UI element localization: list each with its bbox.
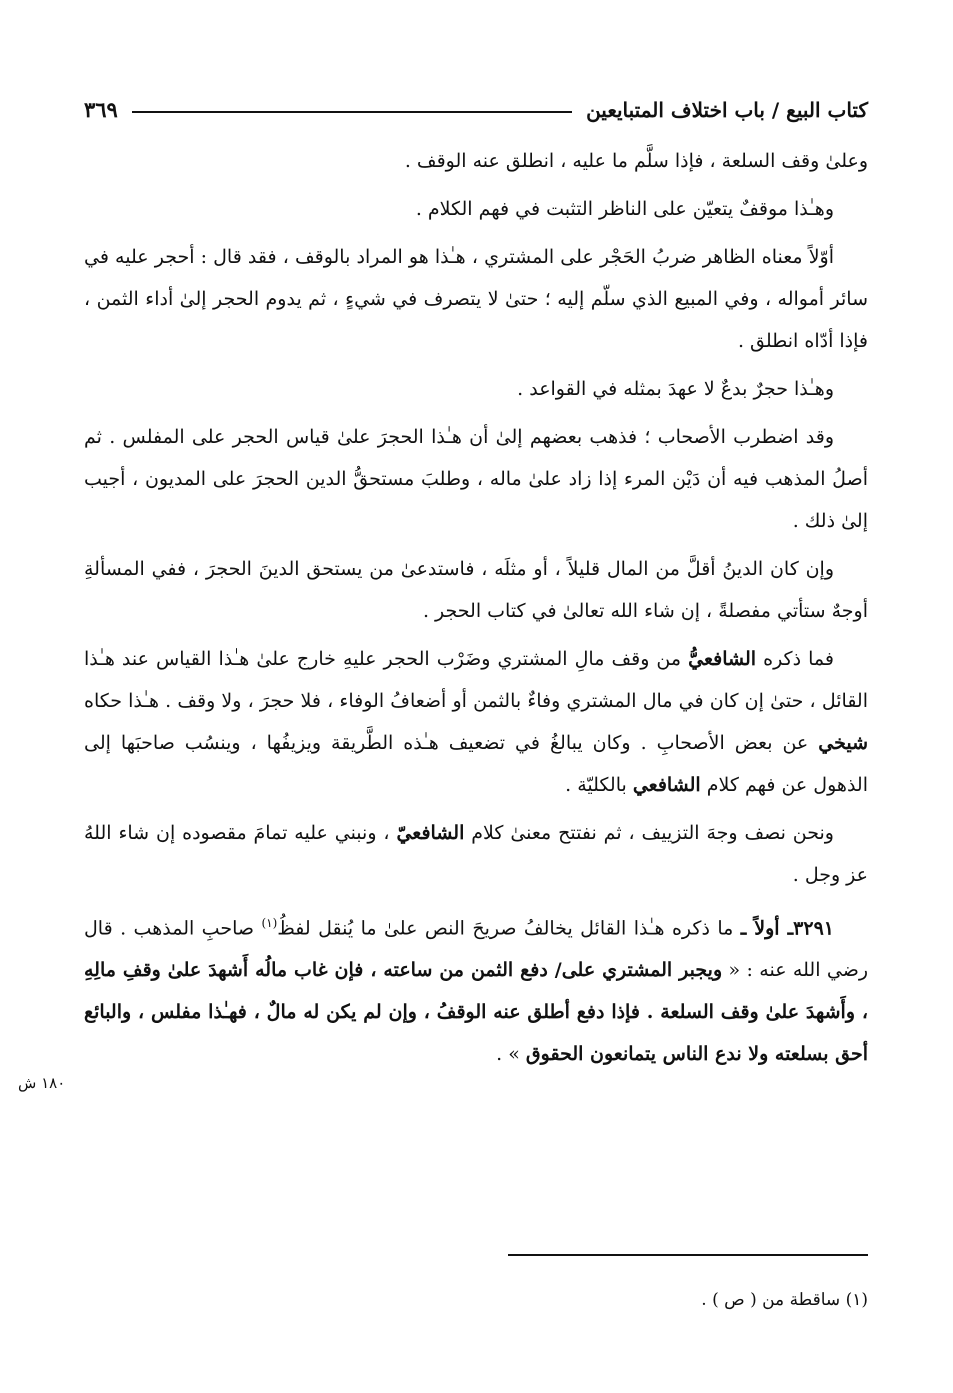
name-shaykhi: شيخي [818, 732, 868, 754]
name-shafii: الشافعيّ [396, 822, 465, 844]
name-shafii: الشافعي [632, 774, 701, 796]
paragraph-4: وهـٰذا حجرٌ بدعٌ لا عهدَ بمثله في القواعد . [517, 378, 834, 400]
name-shafii: الشافعيُّ [688, 648, 757, 670]
section-lead: أولاً ـ [740, 917, 788, 940]
paragraph-8: ونحن نصف وجهَ التزييف ، ثم نفتتح معنىٰ كلام الشافعيّ ، ونبني عليه تمامَ مقصوده إن شاء اللهُ عز وجل . [84, 822, 868, 886]
paragraph-9: ٣٢٩١ـ أولاً ـ ما ذكره هـٰذا القائل يخالفُ صريحَ النص علىٰ ما يُنقل لفظُ$^{(١)}$ صاحبِ المذهب . قال رضي الله عنه : « ويجبر المشتري على/ دفع الثمن من ساعته ، فإن غاب مالُه أَشهدَ علىٰ وقفِ مالِهِ ، وأَشهدَ علىٰ وقف السلعة . فإذا دفع أطلق عنه الوقفُ ، وإن لم يكن له مالٌ ، فهـٰذا مفلس ، والبائع أحق بسلعته ولا ندع الناس يتمانعون الحقوق » . [84, 916, 869, 1066]
paragraph-5: وقد اضطرب الأصحاب ؛ فذهب بعضهم إلىٰ أن هـٰذا الحجرَ علىٰ قياس الحجر على المفلس . ثم أصلُ المذهب فيه أن دَيْن المرء إذا زاد علىٰ ماله ، وطلبَ مستحقُّ الدين الحجرَ على المديون ، أجيب إلىٰ ذلك . [84, 426, 868, 532]
paragraph-6: وإن كان الدينُ أقلَّ من المال قليلاً ، أو مثلَه ، فاستدعىٰ من يستحق الدينَ الحجرَ ، ففي المسألةِ أوجهٌ ستأتي مفصلةً ، إن شاء الله تعالىٰ في كتاب الحجر . [84, 558, 868, 622]
paragraph-3: أوّلاً معناه الظاهر ضربُ الحَجْر على المشتري ، هـٰذا هو المراد بالوقف ، فقد قال : أحجر عليه في سائر أمواله ، وفي المبيع الذي سلّم إليه ؛ حتىٰ لا يتصرف في شيءٍ ، ثم يدوم الحجر إلىٰ أداء الثمن ، فإذا أدّاه انطلق . [84, 246, 868, 352]
page-number: ٣٦٩ [84, 97, 118, 122]
running-title: كتاب البيع / باب اختلاف المتبايعين [586, 98, 868, 122]
paragraph-1: وعلىٰ وقف السلعة ، فإذا سلَّم ما عليه ، انطلق عنه الوقف . [404, 150, 868, 172]
section-number: ٣٢٩١ـ [787, 917, 834, 940]
page-header [84, 82, 868, 122]
paragraph-2: وهـٰذا موقفٌ يتعيّن على الناظر التثبت في فهم الكلام . [415, 198, 834, 220]
footnote-rule [508, 1254, 868, 1256]
paragraph-7: فما ذكره الشافعيُّ من وقف مالِ المشتري وضَرْب الحجر عليهِ خارج علىٰ هـٰذا القياس عند هـٰذا القائل ، حتىٰ إن كان في مال المشتري وفاءٌ بالثمن أو أضعافُ الوفاء ، فلا حجرَ ، ولا وقف . هـٰذا حكاه شيخي عن بعض الأصحابِ . وكان يبالغُ في تضعيف هـٰذه الطَّريقة ويزيفُها ، وينسُب صاحبَها إلى الذهول عن فهم كلام الشافعي بالكليّة . [84, 648, 868, 796]
quoted-text: ويجبر المشتري على/ دفع الثمن من ساعته ، فإن غاب مالُه أَشهدَ علىٰ وقفِ مالِهِ ، وأَشهدَ علىٰ وقف السلعة . فإذا دفع أطلق عنه الوقفُ ، وإن لم يكن له مالٌ ، فهـٰذا مفلس ، والبائع أحق بسلعته ولا ندع الناس يتمانعون الحقوق [84, 959, 868, 1066]
main-text [84, 140, 868, 1081]
header-rule [132, 111, 572, 113]
footnote-ref: (١) [261, 916, 278, 930]
margin-note: ١٨٠ ش [18, 1074, 66, 1092]
footnote: (١) ساقطة من ( ص ) . [701, 1290, 868, 1310]
